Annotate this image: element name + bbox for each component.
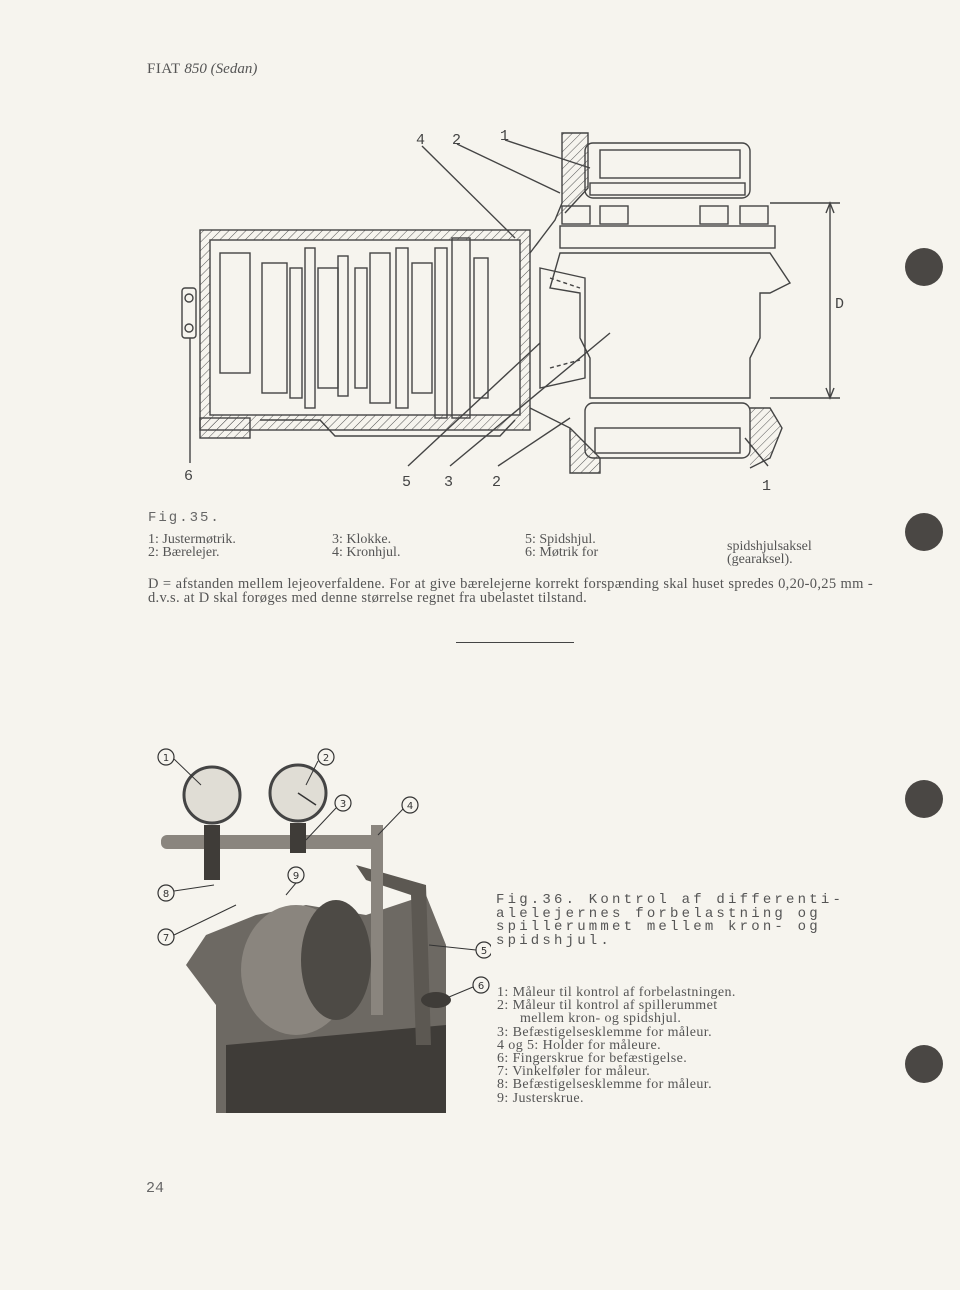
svg-text:1: 1 [162, 753, 170, 764]
legend-item: 8: Befæstigelsesklemme for måleur. [497, 1077, 713, 1093]
svg-text:2: 2 [322, 753, 330, 764]
punch-hole-icon [905, 1045, 943, 1083]
svg-text:1: 1 [762, 478, 772, 495]
svg-text:2: 2 [492, 474, 502, 491]
svg-text:5: 5 [480, 946, 488, 957]
section-divider [456, 642, 574, 643]
svg-text:4: 4 [406, 801, 414, 812]
svg-text:8: 8 [162, 889, 170, 900]
legend-item: 1: Måleur til kontrol af forbelastningen. [497, 985, 736, 1000]
callout-6: 6 [184, 468, 194, 485]
legend-item: 9: Justerskrue. [497, 1090, 584, 1106]
punch-hole-icon [905, 780, 943, 818]
figure-36-legend [497, 986, 877, 1105]
figure-35-legend-col1: 1: Justermøtrik. 2: Bærelejer. [148, 532, 236, 560]
callout-4: 4 [416, 132, 426, 149]
legend-item: 7: Vinkelføler for måleur. [497, 1064, 651, 1080]
figure-35-legend-col3: 5: Spidshjul. 6: Møtrik for [525, 532, 599, 560]
svg-text:3: 3 [444, 474, 454, 491]
figure-35-legend-col2: 3: Klokke. 4: Kronhjul. [332, 532, 401, 560]
svg-text:7: 7 [162, 933, 170, 944]
figure-35-caption: Fig.35. [148, 510, 221, 526]
svg-text:6: 6 [477, 981, 485, 992]
legend-item: mellem kron- og spidshjul. [520, 1011, 682, 1027]
svg-text:5: 5 [402, 474, 412, 491]
dimension-d: D [835, 296, 845, 313]
callout-1-top: 1 [500, 128, 510, 145]
brand: FIAT [147, 61, 181, 77]
figure-35-explanation: D = afstanden mellem lejeoverfaldene. For at give bærelejerne korrekt forspænding skal huset spredes 0,20-0,25 mm - d.v.s. at D skal forøges med denne størrelse regnet fra ubelastet tilstand. [148, 576, 873, 606]
callout-2-top: 2 [452, 132, 462, 149]
svg-text:9: 9 [292, 871, 300, 882]
model: 850 (Sedan) [184, 61, 258, 77]
legend-item: 4 og 5: Holder for måleure. [497, 1037, 661, 1053]
svg-text:3: 3 [339, 799, 347, 810]
running-head [147, 61, 257, 78]
figure-36-photo [146, 745, 491, 1113]
page-number: 24 [146, 1180, 165, 1197]
legend-item: 6: Fingerskrue for befæstigelse. [497, 1051, 688, 1067]
punch-hole-icon [905, 513, 943, 551]
legend-item: 2: Måleur til kontrol af spillerummet [497, 998, 718, 1014]
figure-35-legend-col4: spidshjulsaksel (gearaksel). [727, 539, 812, 567]
punch-hole-icon [905, 248, 943, 286]
figure-36-caption: Fig.36. Kontrol af differenti- alelejernes forbelastning og spillerummet mellem kron- og spidshjul. [496, 892, 845, 949]
legend-item: 3: Befæstigelsesklemme for måleur. [497, 1024, 713, 1040]
differential-cross-section-drawing [170, 128, 860, 498]
figure-35-diagram [170, 128, 860, 498]
dial-gauge-setup-photo [146, 745, 491, 1113]
